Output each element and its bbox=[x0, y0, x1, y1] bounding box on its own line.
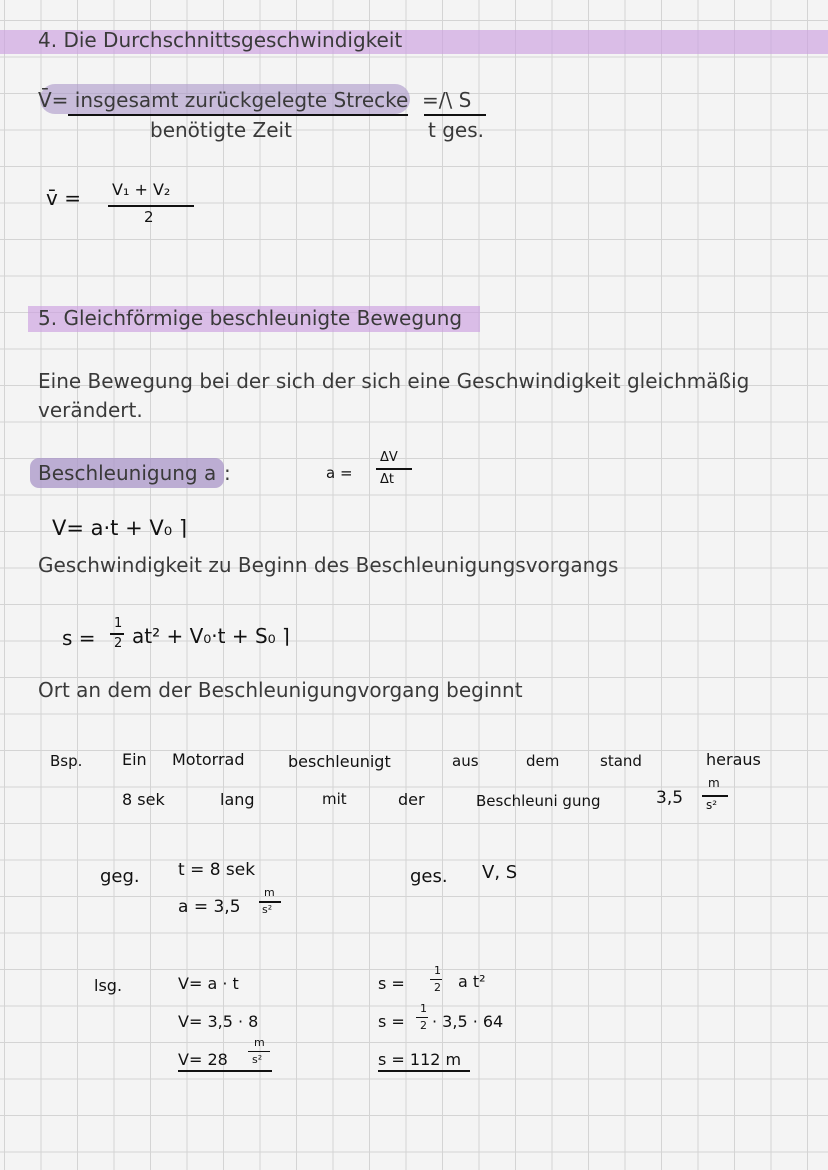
solution-s1-half-num: 1 bbox=[434, 964, 441, 977]
example-accel-value: 3,5 bbox=[656, 788, 684, 808]
hw-average-num: V₁ + V₂ bbox=[112, 180, 171, 199]
avg-eq-numerator: =/\ S bbox=[422, 88, 472, 112]
example-word: dem bbox=[526, 752, 560, 770]
example-word: der bbox=[398, 790, 425, 809]
hw-average-line bbox=[108, 205, 194, 207]
solution-s-step1-lhs: s = bbox=[378, 974, 405, 993]
accel-formula-den: Δt bbox=[380, 472, 394, 487]
example-word: beschleunigt bbox=[288, 752, 391, 771]
given-unit-den: s² bbox=[262, 903, 273, 916]
example-unit-line bbox=[702, 795, 728, 797]
solution-s-step2-rest: · 3,5 · 64 bbox=[432, 1012, 504, 1031]
accel-colon: : bbox=[224, 461, 231, 485]
wanted-label: ges. bbox=[410, 866, 448, 887]
given-time: t = 8 sek bbox=[178, 860, 256, 880]
example-word: 8 sek bbox=[122, 790, 165, 809]
solution-v-unit-num: m bbox=[254, 1036, 265, 1049]
s0-description: Ort an dem der Beschleunigungvorgang beginnt bbox=[38, 678, 523, 702]
accel-formula-line bbox=[376, 468, 412, 470]
solution-v-result: V= 28 bbox=[178, 1050, 228, 1069]
solution-s-step1-rest: a t² bbox=[458, 972, 486, 991]
definition-line2: verändert. bbox=[38, 398, 143, 422]
solution-s2-half-den: 2 bbox=[420, 1019, 427, 1032]
given-accel: a = 3,5 bbox=[178, 897, 241, 917]
solution-s2-half-num: 1 bbox=[420, 1002, 427, 1015]
avg-formula-fraction-line bbox=[68, 114, 408, 116]
accel-formula-lhs: a = bbox=[326, 464, 353, 482]
position-half-line bbox=[110, 633, 124, 635]
example-word: heraus bbox=[706, 750, 761, 769]
avg-formula-denominator: benötigte Zeit bbox=[150, 118, 292, 142]
example-unit-den: s² bbox=[706, 798, 718, 812]
solution-v-unit-line bbox=[248, 1051, 270, 1052]
example-word: lang bbox=[220, 790, 255, 809]
example-word: mit bbox=[322, 790, 347, 808]
hw-average-lhs: v̄ = bbox=[46, 186, 81, 210]
v0-description: Geschwindigkeit zu Beginn des Beschleunigungsvorgangs bbox=[38, 553, 619, 577]
avg-eq-denominator: t ges. bbox=[428, 118, 484, 142]
given-label: geg. bbox=[100, 866, 140, 887]
solution-s1-half-den: 2 bbox=[434, 981, 441, 994]
section5-title: 5. Gleichförmige beschleunigte Bewegung bbox=[38, 306, 463, 330]
solution-v-step2: V= 3,5 · 8 bbox=[178, 1012, 259, 1031]
example-word: Beschleuni gung bbox=[476, 792, 601, 810]
example-word: Motorrad bbox=[172, 750, 245, 769]
solution-v-underline bbox=[178, 1070, 272, 1072]
hw-average-den: 2 bbox=[144, 208, 154, 226]
solution-s-result: s = 112 m bbox=[378, 1050, 462, 1069]
position-formula-lhs: s = bbox=[62, 626, 96, 650]
example-label: Bsp. bbox=[50, 752, 83, 770]
accel-formula-num: ΔV bbox=[380, 450, 398, 465]
example-unit-num: m bbox=[708, 776, 720, 790]
section4-title: 4. Die Durchschnittsgeschwindigkeit bbox=[38, 28, 403, 52]
accel-label: Beschleunigung a bbox=[38, 461, 217, 485]
solution-s2-half-line bbox=[416, 1017, 428, 1018]
velocity-formula: V= a·t + V₀ ⌉ bbox=[52, 516, 188, 540]
example-word: stand bbox=[600, 752, 642, 770]
solution-s1-half-line bbox=[430, 979, 442, 980]
avg-eq-fraction-line bbox=[424, 114, 486, 116]
solution-s-underline bbox=[378, 1070, 470, 1072]
example-word: aus bbox=[452, 752, 479, 770]
position-half-num: 1 bbox=[114, 616, 123, 631]
position-half-den: 2 bbox=[114, 636, 123, 651]
given-unit-num: m bbox=[264, 886, 275, 899]
position-formula-rest: at² + V₀·t + S₀ ⌉ bbox=[132, 624, 290, 648]
solution-v-unit-den: s² bbox=[252, 1053, 263, 1066]
wanted-vars: V, S bbox=[482, 862, 518, 883]
example-word: Ein bbox=[122, 750, 147, 769]
definition-line1: Eine Bewegung bei der sich der sich eine Geschwindigkeit gleichmäßig bbox=[38, 369, 750, 393]
solution-s-step2-lhs: s = bbox=[378, 1012, 405, 1031]
solution-v-step1: V= a · t bbox=[178, 974, 239, 993]
solution-label: lsg. bbox=[94, 976, 123, 995]
avg-formula-numerator: V̄= insgesamt zurückgelegte Strecke bbox=[38, 88, 409, 112]
